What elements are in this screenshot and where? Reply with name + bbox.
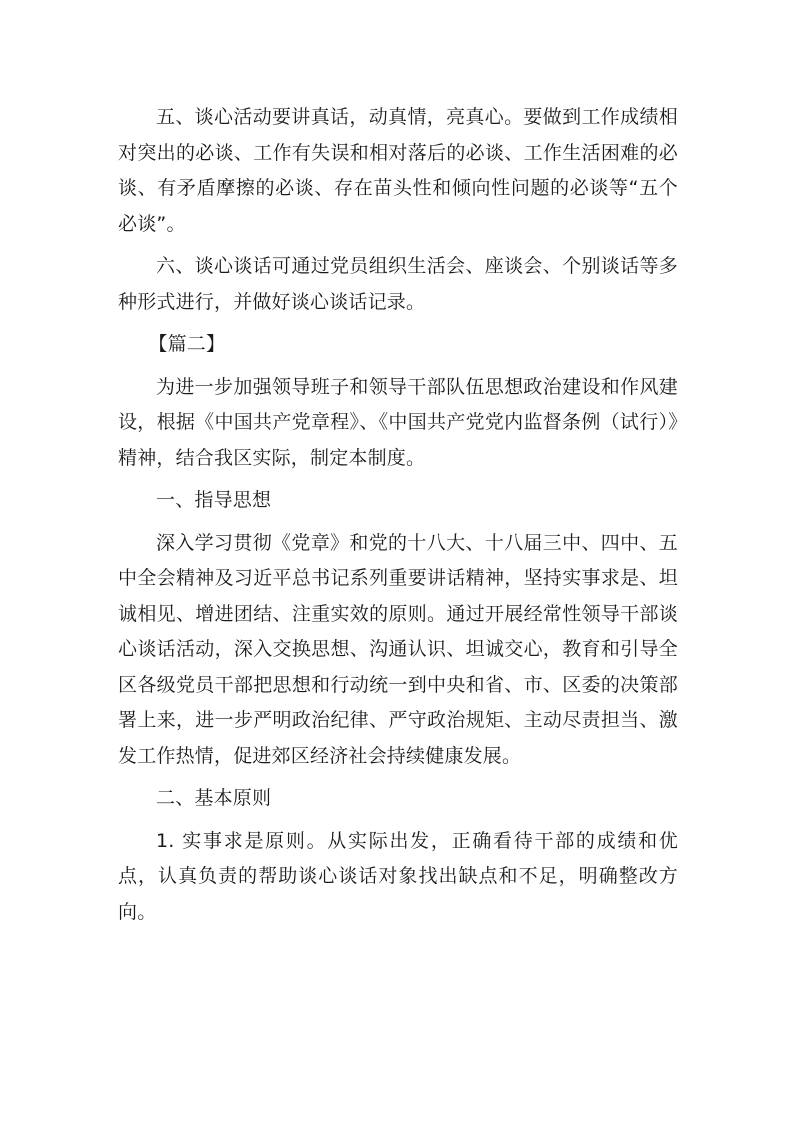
paragraph-intro-purpose: 为进一步加强领导班子和领导干部队伍思想政治建设和作风建设，根据《中国共产党章程》、《中国共产党党内监督条例（试行）》精神，结合我区实际，制定本制度。 xyxy=(118,375,678,469)
paragraph-guiding-ideology: 深入学习贯彻《党章》和党的十八大、十八届三中、四中、五中全会精神及习近平总书记系列重要讲话精神，坚持实事求是、坦诚相见、增进团结、注重实效的原则。通过开展经常性领导干部谈心谈话活动，深入交换思想、沟通认识、坦诚交心，教育和引导全区各级党员干部把思想和行动统一到中央和省、市、区委的决策部署上来，进一步严明政治纪律、严守政治规矩、主动尽责担当、激发工作热情，促进郊区经济社会持续健康发展。 xyxy=(118,531,678,767)
paragraph-five-talk-requirements: 五、谈心活动要讲真话，动真情，亮真心。要做到工作成绩相对突出的必谈、工作有失误和相对落后的必谈、工作生活困难的必谈、有矛盾摩擦的必谈、存在苗头性和倾向性问题的必谈等“五个必谈”。 xyxy=(118,106,678,235)
section-heading-guiding-ideology: 一、指导思想 xyxy=(156,489,272,511)
section-heading-part-two: 【篇二】 xyxy=(148,333,226,355)
paragraph-principle-one: 1. 实事求是原则。从实际出发，正确看待干部的成绩和优点，认真负责的帮助谈心谈话对象找出缺点和不足，明确整改方向。 xyxy=(118,829,678,923)
document-body xyxy=(118,100,678,937)
section-heading-basic-principles: 二、基本原则 xyxy=(156,787,272,809)
paragraph-six-talk-forms: 六、谈心谈话可通过党员组织生活会、座谈会、个别谈话等多种形式进行，并做好谈心谈话记录。 xyxy=(118,255,678,313)
